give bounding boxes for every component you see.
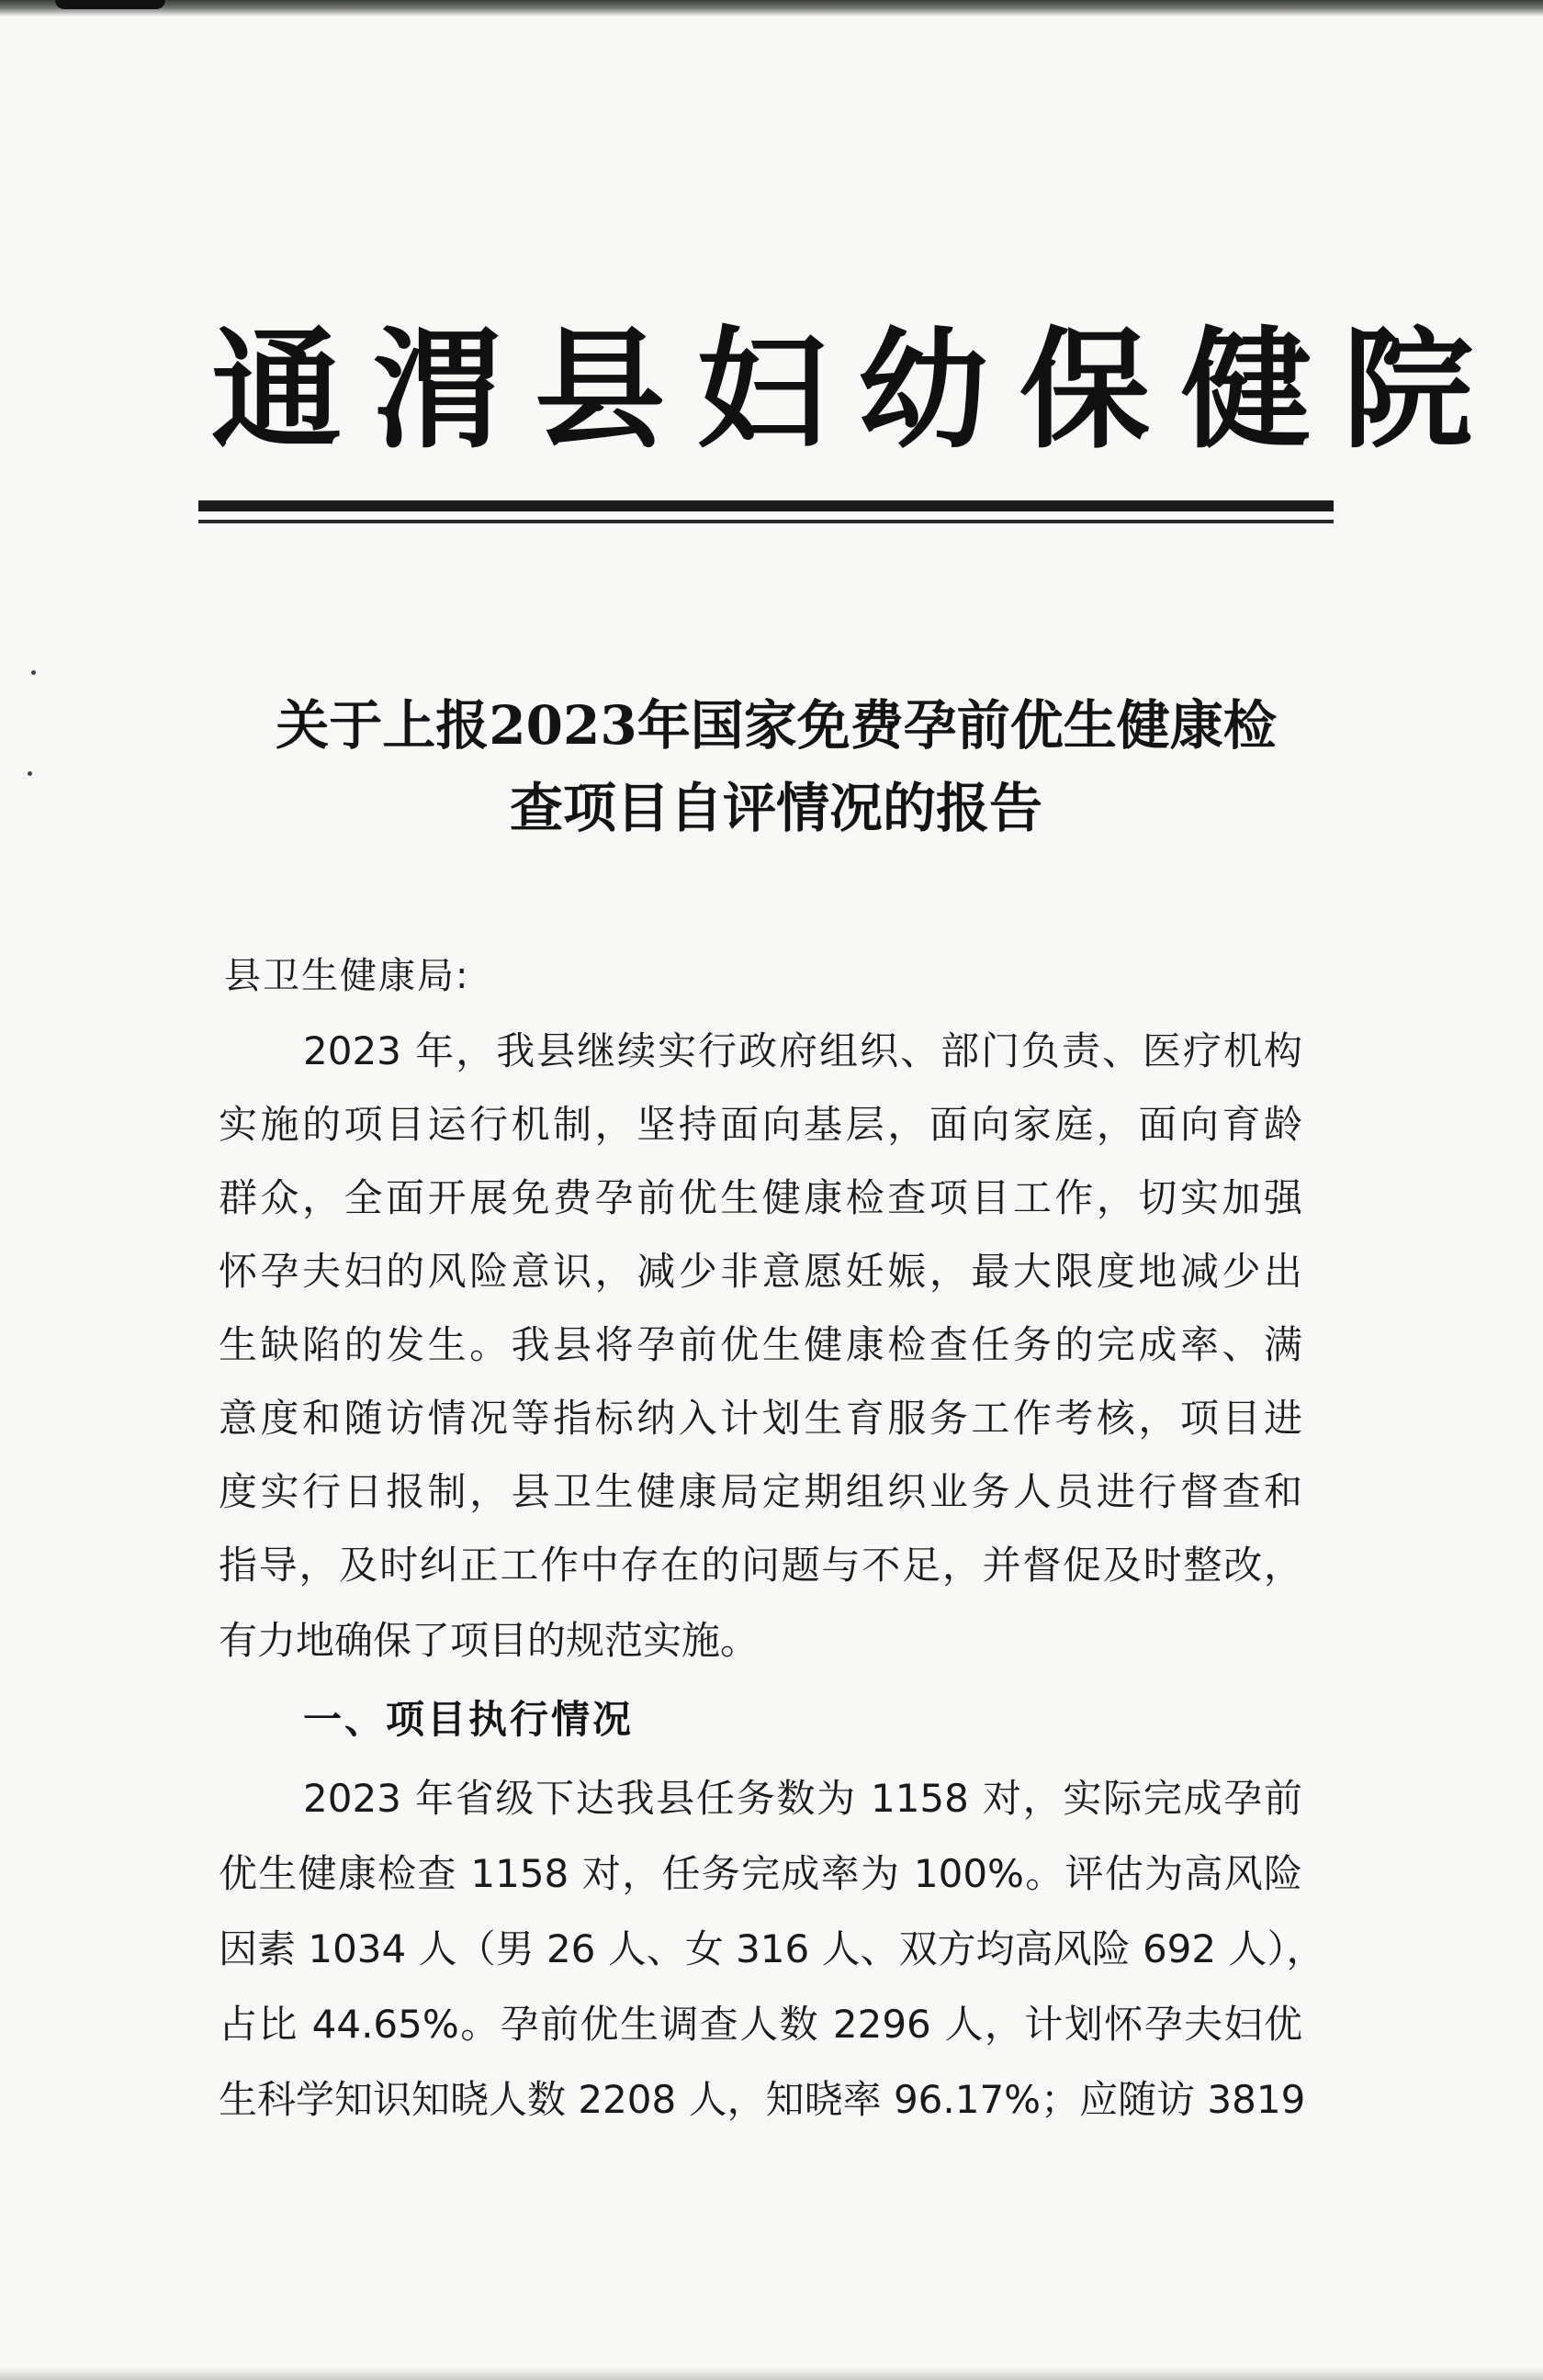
section-line: 2023 年省级下达我县任务数为 1158 对，实际完成孕前 xyxy=(303,1776,1302,1821)
document-title xyxy=(184,684,1368,849)
intro-line: 意度和随访情况等指标纳入计划生育服务工作考核，项目进 xyxy=(219,1396,1302,1441)
intro-line: 指导，及时纠正工作中存在的问题与不足，并督促及时整改， xyxy=(219,1543,1302,1588)
section-line: 生科学知识知晓人数 2208 人，知晓率 96.17%；应随访 3819 xyxy=(219,2077,1306,2122)
masthead-rule-thin xyxy=(198,520,1334,523)
masthead-org-name: 通渭县妇幼保健院 xyxy=(211,314,1504,466)
intro-line: 生缺陷的发生。我县将孕前优生健康检查任务的完成率、满 xyxy=(219,1322,1302,1367)
intro-line: 实施的项目运行机制，坚持面向基层，面向家庭，面向育龄 xyxy=(219,1102,1302,1147)
scan-bottom-edge xyxy=(0,2367,1543,2380)
salutation: 县卫生健康局: xyxy=(224,955,470,997)
intro-line: 怀孕夫妇的风险意识，减少非意愿妊娠，最大限度地减少出 xyxy=(219,1249,1302,1294)
scan-speck xyxy=(31,670,36,675)
section-line: 优生健康检查 1158 对，任务完成率为 100%。评估为高风险 xyxy=(219,1851,1302,1896)
document-title-line-2: 查项目自评情况的报告 xyxy=(509,777,1042,839)
intro-line: 有力地确保了项目的规范实施。 xyxy=(219,1618,760,1663)
section-heading: 一、项目执行情况 xyxy=(303,1697,635,1742)
scan-top-edge xyxy=(0,0,1543,17)
section-line: 因素 1034 人（男 26 人、女 316 人、双方均高风险 692 人）， xyxy=(219,1926,1325,1971)
document-title-line-1: 关于上报2023年国家免费孕前优生健康检 xyxy=(276,694,1277,757)
intro-line: 群众，全面开展免费孕前优生健康检查项目工作，切实加强 xyxy=(219,1175,1302,1220)
scan-binder-clip xyxy=(55,0,165,9)
intro-line: 2023 年，我县继续实行政府组织、部门负责、医疗机构 xyxy=(303,1028,1302,1073)
masthead-rule-thick xyxy=(198,500,1334,511)
scan-speck xyxy=(28,771,32,776)
intro-line: 度实行日报制，县卫生健康局定期组织业务人员进行督查和 xyxy=(219,1469,1302,1514)
section-line: 占比 44.65%。孕前优生调查人数 2296 人，计划怀孕夫妇优 xyxy=(219,2002,1302,2047)
